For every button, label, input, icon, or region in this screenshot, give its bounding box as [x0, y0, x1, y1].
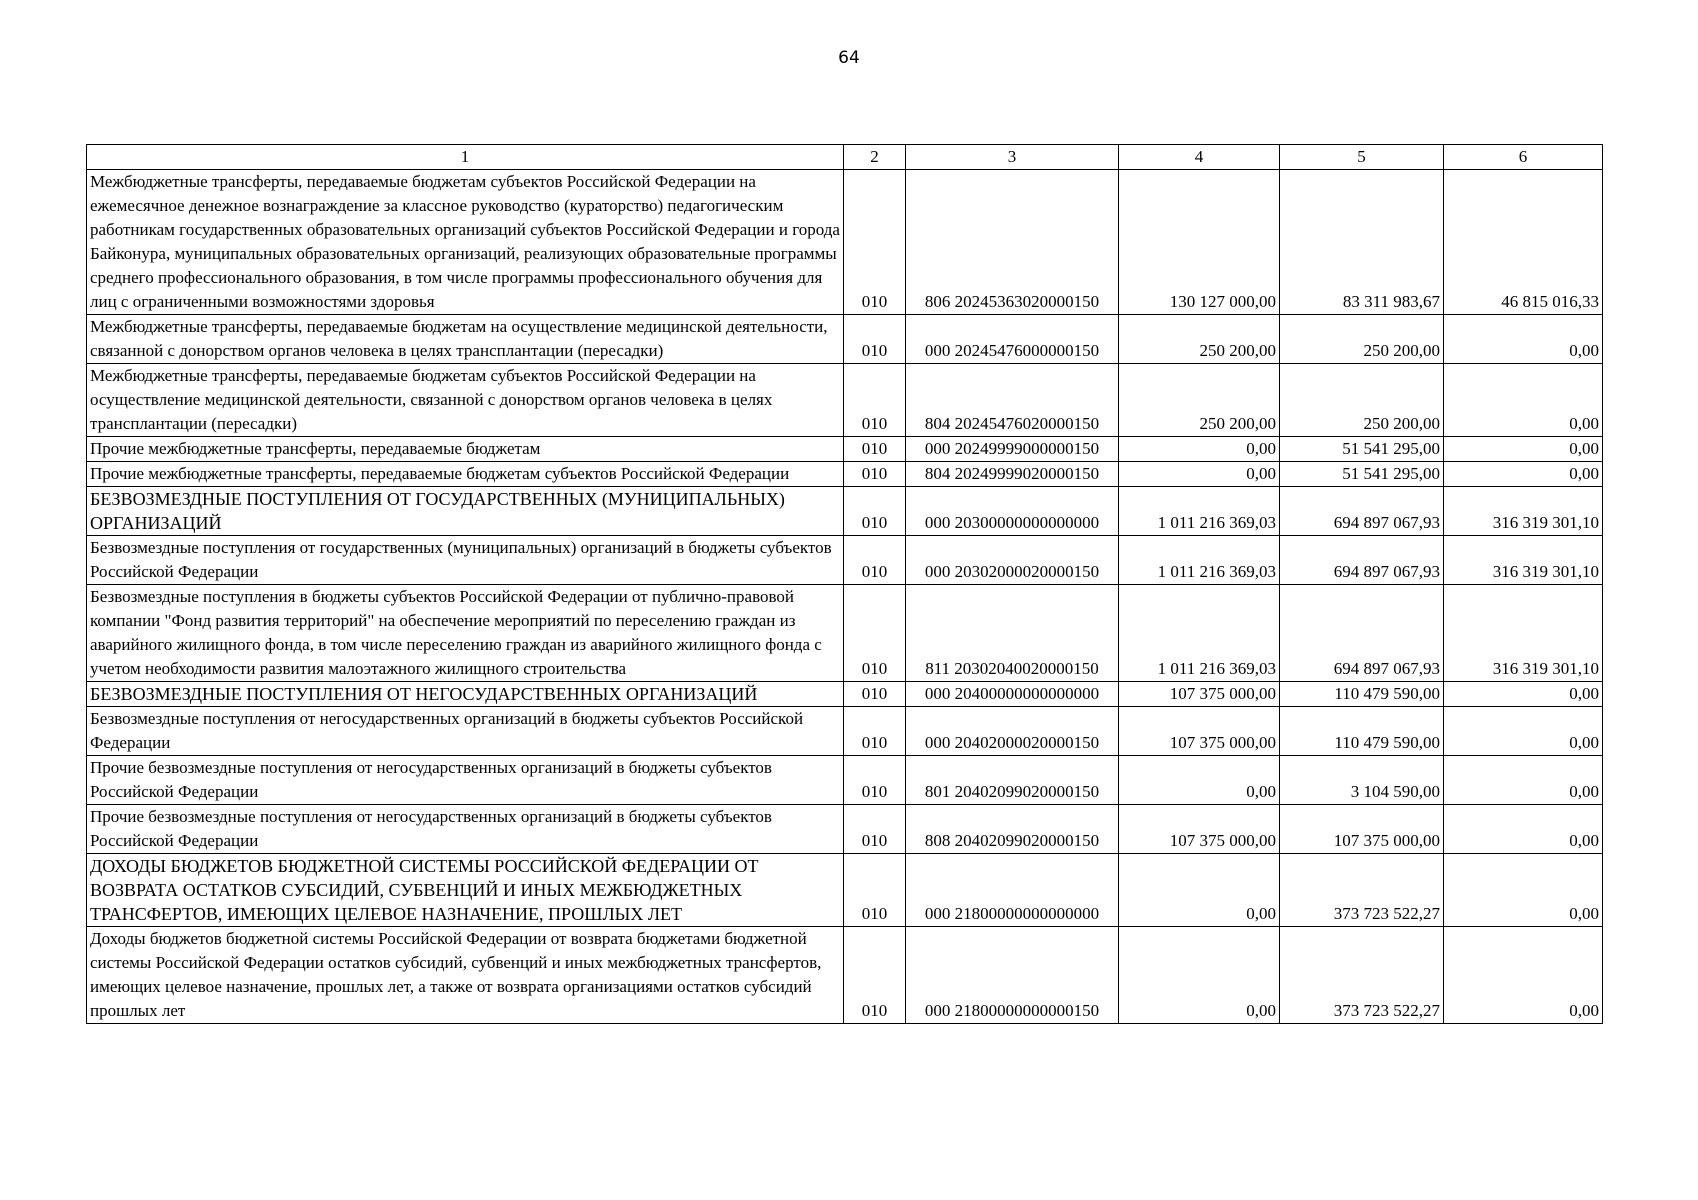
- row-executed-amount: 250 200,00: [1280, 315, 1444, 364]
- row-line-code: 010: [844, 487, 906, 536]
- row-remaining-amount: 0,00: [1444, 805, 1603, 854]
- table-row: [87, 805, 1603, 854]
- row-remaining-amount: 0,00: [1444, 707, 1603, 756]
- row-budget-code: 000 20245476000000150: [906, 315, 1119, 364]
- row-approved-amount: 107 375 000,00: [1119, 805, 1280, 854]
- row-executed-amount: 107 375 000,00: [1280, 805, 1444, 854]
- table-row: [87, 170, 1603, 315]
- row-executed-amount: 110 479 590,00: [1280, 707, 1444, 756]
- row-executed-amount: 694 897 067,93: [1280, 487, 1444, 536]
- row-name: ДОХОДЫ БЮДЖЕТОВ БЮДЖЕТНОЙ СИСТЕМЫ РОССИЙСКОЙ ФЕДЕРАЦИИ ОТ ВОЗВРАТА ОСТАТКОВ СУБСИДИЙ, СУБВЕНЦИЙ И ИНЫХ МЕЖБЮДЖЕТНЫХ ТРАНСФЕРТОВ, ИМЕЮЩИХ ЦЕЛЕВОЕ НАЗНАЧЕНИЕ, ПРОШЛЫХ ЛЕТ: [87, 854, 844, 927]
- row-budget-code: 000 20302000020000150: [906, 536, 1119, 585]
- row-approved-amount: 107 375 000,00: [1119, 707, 1280, 756]
- row-executed-amount: 51 541 295,00: [1280, 437, 1444, 462]
- row-remaining-amount: 316 319 301,10: [1444, 487, 1603, 536]
- table-row: [87, 756, 1603, 805]
- row-remaining-amount: 0,00: [1444, 364, 1603, 437]
- table-row: [87, 315, 1603, 364]
- row-approved-amount: 1 011 216 369,03: [1119, 487, 1280, 536]
- row-remaining-amount: 0,00: [1444, 854, 1603, 927]
- row-remaining-amount: 316 319 301,10: [1444, 585, 1603, 682]
- row-executed-amount: 694 897 067,93: [1280, 536, 1444, 585]
- row-line-code: 010: [844, 805, 906, 854]
- row-budget-code: 000 20300000000000000: [906, 487, 1119, 536]
- row-line-code: 010: [844, 854, 906, 927]
- header-col-2: 2: [844, 145, 906, 170]
- row-name: Доходы бюджетов бюджетной системы Российской Федерации от возврата бюджетами бюджетной системы Российской Федерации остатков субсидий, субвенций и иных межбюджетных трансфертов, имеющих целевое назначение, прошлых лет, а также от возврата организациями остатков субсидий прошлых лет: [87, 927, 844, 1024]
- row-line-code: 010: [844, 536, 906, 585]
- row-approved-amount: 0,00: [1119, 854, 1280, 927]
- header-col-3: 3: [906, 145, 1119, 170]
- row-line-code: 010: [844, 315, 906, 364]
- row-approved-amount: 0,00: [1119, 437, 1280, 462]
- row-approved-amount: 0,00: [1119, 927, 1280, 1024]
- row-line-code: 010: [844, 462, 906, 487]
- row-line-code: 010: [844, 707, 906, 756]
- row-budget-code: 804 20249999020000150: [906, 462, 1119, 487]
- row-name: Межбюджетные трансферты, передаваемые бюджетам на осуществление медицинской деятельности, связанной с донорством органов человека в целях трансплантации (пересадки): [87, 315, 844, 364]
- table-header-row: [87, 145, 1603, 170]
- row-line-code: 010: [844, 756, 906, 805]
- row-executed-amount: 110 479 590,00: [1280, 682, 1444, 707]
- row-budget-code: 000 20402000020000150: [906, 707, 1119, 756]
- row-executed-amount: 250 200,00: [1280, 364, 1444, 437]
- header-col-5: 5: [1280, 145, 1444, 170]
- row-budget-code: 811 20302040020000150: [906, 585, 1119, 682]
- table-row: [87, 536, 1603, 585]
- table-row: [87, 437, 1603, 462]
- budget-table: [86, 144, 1603, 1024]
- table-row: [87, 462, 1603, 487]
- row-name: Межбюджетные трансферты, передаваемые бюджетам субъектов Российской Федерации на осуществление медицинской деятельности, связанной с донорством органов человека в целях трансплантации (пересадки): [87, 364, 844, 437]
- table-row: [87, 707, 1603, 756]
- row-approved-amount: 1 011 216 369,03: [1119, 536, 1280, 585]
- table-row: [87, 927, 1603, 1024]
- row-name: Прочие безвозмездные поступления от негосударственных организаций в бюджеты субъектов Российской Федерации: [87, 805, 844, 854]
- row-name: БЕЗВОЗМЕЗДНЫЕ ПОСТУПЛЕНИЯ ОТ ГОСУДАРСТВЕННЫХ (МУНИЦИПАЛЬНЫХ) ОРГАНИЗАЦИЙ: [87, 487, 844, 536]
- row-budget-code: 806 20245363020000150: [906, 170, 1119, 315]
- table-row: [87, 487, 1603, 536]
- row-approved-amount: 1 011 216 369,03: [1119, 585, 1280, 682]
- table-row: [87, 854, 1603, 927]
- row-budget-code: 808 20402099020000150: [906, 805, 1119, 854]
- row-name: БЕЗВОЗМЕЗДНЫЕ ПОСТУПЛЕНИЯ ОТ НЕГОСУДАРСТВЕННЫХ ОРГАНИЗАЦИЙ: [87, 682, 844, 707]
- row-remaining-amount: 0,00: [1444, 315, 1603, 364]
- row-line-code: 010: [844, 682, 906, 707]
- row-budget-code: 804 20245476020000150: [906, 364, 1119, 437]
- row-remaining-amount: 0,00: [1444, 927, 1603, 1024]
- page-number: 64: [838, 48, 860, 68]
- row-remaining-amount: 0,00: [1444, 437, 1603, 462]
- row-budget-code: 801 20402099020000150: [906, 756, 1119, 805]
- row-line-code: 010: [844, 585, 906, 682]
- row-line-code: 010: [844, 364, 906, 437]
- row-executed-amount: 83 311 983,67: [1280, 170, 1444, 315]
- row-line-code: 010: [844, 927, 906, 1024]
- row-executed-amount: 694 897 067,93: [1280, 585, 1444, 682]
- row-name: Прочие безвозмездные поступления от негосударственных организаций в бюджеты субъектов Российской Федерации: [87, 756, 844, 805]
- row-line-code: 010: [844, 437, 906, 462]
- row-budget-code: 000 20249999000000150: [906, 437, 1119, 462]
- row-name: Прочие межбюджетные трансферты, передаваемые бюджетам субъектов Российской Федерации: [87, 462, 844, 487]
- header-col-4: 4: [1119, 145, 1280, 170]
- table-row: [87, 585, 1603, 682]
- row-name: Безвозмездные поступления в бюджеты субъектов Российской Федерации от публично-правовой компании "Фонд развития территорий" на обеспечение мероприятий по переселению граждан из аварийного жилищного фонда, в том числе переселению граждан из аварийного жилищного фонда с учетом необходимости развития малоэтажного жилищного строительства: [87, 585, 844, 682]
- row-executed-amount: 373 723 522,27: [1280, 927, 1444, 1024]
- row-approved-amount: 250 200,00: [1119, 315, 1280, 364]
- row-approved-amount: 130 127 000,00: [1119, 170, 1280, 315]
- row-remaining-amount: 0,00: [1444, 682, 1603, 707]
- row-name: Прочие межбюджетные трансферты, передаваемые бюджетам: [87, 437, 844, 462]
- row-remaining-amount: 0,00: [1444, 756, 1603, 805]
- row-remaining-amount: 316 319 301,10: [1444, 536, 1603, 585]
- row-approved-amount: 0,00: [1119, 756, 1280, 805]
- row-executed-amount: 373 723 522,27: [1280, 854, 1444, 927]
- table-row: [87, 682, 1603, 707]
- row-budget-code: 000 21800000000000000: [906, 854, 1119, 927]
- row-executed-amount: 51 541 295,00: [1280, 462, 1444, 487]
- row-approved-amount: 107 375 000,00: [1119, 682, 1280, 707]
- table-row: [87, 364, 1603, 437]
- row-remaining-amount: 46 815 016,33: [1444, 170, 1603, 315]
- header-col-6: 6: [1444, 145, 1603, 170]
- row-name: Безвозмездные поступления от государственных (муниципальных) организаций в бюджеты субъектов Российской Федерации: [87, 536, 844, 585]
- row-executed-amount: 3 104 590,00: [1280, 756, 1444, 805]
- row-remaining-amount: 0,00: [1444, 462, 1603, 487]
- row-approved-amount: 250 200,00: [1119, 364, 1280, 437]
- row-approved-amount: 0,00: [1119, 462, 1280, 487]
- row-name: Безвозмездные поступления от негосударственных организаций в бюджеты субъектов Российской Федерации: [87, 707, 844, 756]
- row-name: Межбюджетные трансферты, передаваемые бюджетам субъектов Российской Федерации на ежемесячное денежное вознаграждение за классное руководство (кураторство) педагогическим работникам государственных образовательных организаций субъектов Российской Федерации и города Байконура, муниципальных образовательных организаций, реализующих образовательные программы среднего профессионального образования, в том числе программы профессионального обучения для лиц с ограниченными возможностями здоровья: [87, 170, 844, 315]
- header-col-1: 1: [87, 145, 844, 170]
- row-line-code: 010: [844, 170, 906, 315]
- row-budget-code: 000 20400000000000000: [906, 682, 1119, 707]
- row-budget-code: 000 21800000000000150: [906, 927, 1119, 1024]
